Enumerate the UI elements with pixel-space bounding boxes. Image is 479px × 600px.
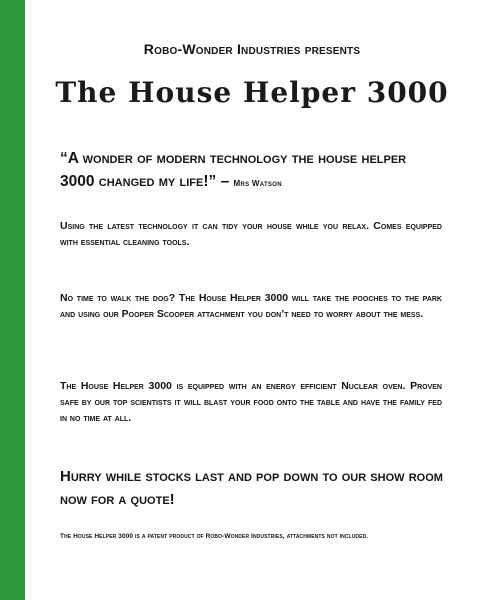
testimonial-quote bbox=[60, 147, 440, 195]
quote-attribution: Mrs Watson bbox=[233, 179, 282, 188]
paragraph-oven: The House Helper 3000 is equipped with an energy efficient Nuclear oven. Proven safe by our top scientists it will blast your food onto the table and have the family fed in no time at all. bbox=[60, 380, 442, 424]
paragraph-dog: No time to walk the dog? The House Helper 3000 will take the pooches to the park and using our Pooper Scooper attachment you don’t need to worry about the mess. bbox=[60, 292, 442, 320]
product-title: The House Helper 3000 bbox=[55, 76, 449, 109]
green-side-bar bbox=[0, 0, 25, 600]
quote-text: “A wonder of modern technology the house helper 3000 changed my life!” – bbox=[60, 150, 407, 190]
presents-line: Robo-Wonder Industries presents bbox=[143, 41, 361, 57]
footer-disclaimer: The House Helper 3000 is a patent product of Robo-Wonder Industries, attachments not included. bbox=[60, 533, 369, 540]
flyer-page bbox=[25, 0, 479, 600]
call-to-action: Hurry while stocks last and pop down to our show room now for a quote! bbox=[60, 468, 443, 508]
paragraph-tidy: Using the latest technology it can tidy your house while you relax. Comes equipped with essential cleaning tools. bbox=[60, 220, 442, 248]
